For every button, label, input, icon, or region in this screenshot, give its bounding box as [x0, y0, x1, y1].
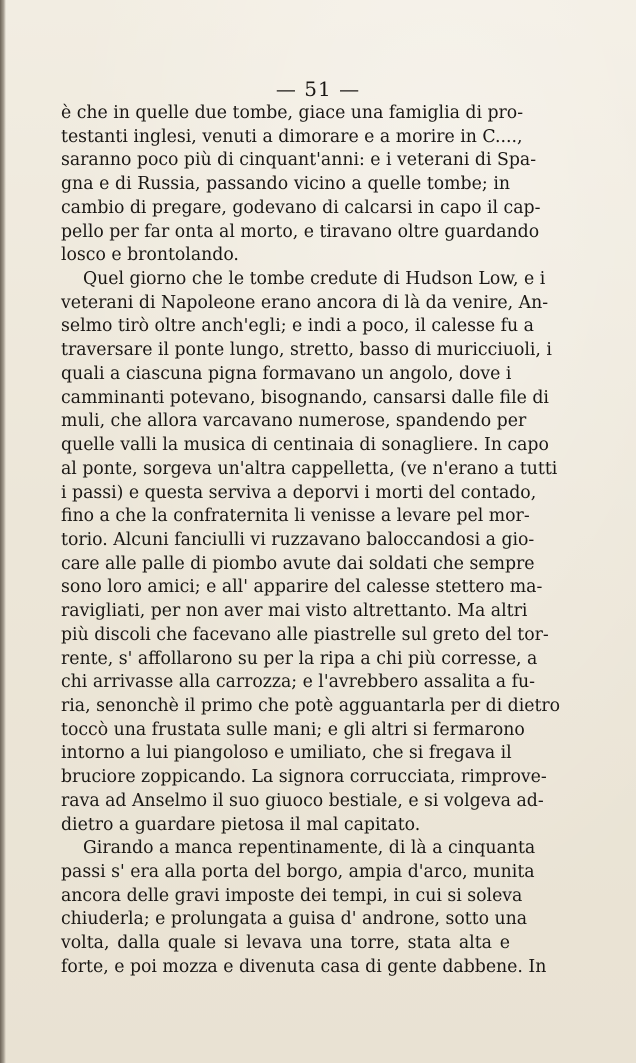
text-line: chiuderla; e prolungata a guisa d' androne, sotto una [61, 909, 528, 930]
text-line: camminanti potevano, bisognando, cansarsi dalle file di [61, 387, 549, 408]
text-line: losco e brontolando. [61, 245, 239, 266]
text-line: ancora delle gravi imposte dei tempi, in cui si soleva [61, 885, 523, 906]
text-line: Quel giorno che le tombe credute di Hudson Low, e i [83, 269, 546, 290]
text-line: Girando a manca repentinamente, di là a cinquanta [83, 838, 536, 859]
text-line: rava ad Anselmo il suo giuoco bestiale, e si volgeva ad- [61, 790, 544, 811]
text-line: al ponte, sorgeva un'altra cappelletta, (ve n'erano a tutti [61, 458, 558, 479]
text-line: chi arrivasse alla carrozza; e l'avrebbero assalita a fu- [61, 672, 535, 693]
text-line: veterani di Napoleone erano ancora di là da venire, An- [61, 292, 549, 313]
text-line: selmo tirò oltre anch'egli; e indi a poco, il calesse fu a [61, 316, 534, 337]
page-binding-edge [0, 0, 6, 1063]
text-line: i passi) e questa serviva a deporvi i morti del contado, [61, 482, 537, 503]
text-line: traversare il ponte lungo, stretto, basso di muricciuoli, i [61, 340, 552, 361]
text-line: ria, senonchè il primo che potè agguantarla per di dietro [61, 695, 561, 716]
text-line: cambio di pregare, godevano di calcarsi in capo il cap- [61, 197, 541, 218]
text-line: più discoli che facevano alle piastrelle sul greto del tor- [61, 624, 549, 645]
text-line: rente, s' affollarono su per la ripa a chi più corresse, a [61, 648, 538, 669]
text-line: toccò una frustata sulle mani; e gli altri si fermarono [61, 719, 525, 740]
text-line: forte, e poi mozza e divenuta casa di gente dabbene. In [61, 956, 547, 977]
text-line: saranno poco più di cinquant'anni: e i veterani di Spa- [61, 150, 537, 171]
page-number: — 51 — [275, 77, 361, 101]
text-line: muli, che allora varcavano numerose, spandendo per [61, 411, 527, 432]
text-line: passi s' era alla porta del borgo, ampia d'arco, munita [61, 862, 535, 882]
text-line: bruciore zoppicando. La signora corrucciata, rimprove- [61, 767, 547, 788]
text-line: fino a che la confraternita li venisse a levare pel mor- [61, 506, 530, 527]
text-line: è che in quelle due tombe, giace una famiglia di pro- [61, 103, 524, 123]
text-line: sono loro amici; e all' apparire del calesse stettero ma- [61, 577, 543, 598]
text-line: torio. Alcuni fanciulli vi ruzzavano baloccandosi a gio- [61, 529, 535, 550]
text-line: gna e di Russia, passando vicino a quelle tombe; in [61, 174, 510, 195]
text-line: pello per far onta al morto, e tiravano oltre guardando [61, 221, 540, 242]
text-line: testanti inglesi, venuti a dimorare e a morire in C...., [61, 126, 523, 147]
text-line: volta, dalla quale si levava una torre, stata alta e [61, 933, 510, 954]
text-line: ravigliati, per non aver mai visto altrettanto. Ma altri [61, 601, 528, 622]
text-line: dietro a guardare pietosa il mal capitato. [61, 814, 421, 835]
text-line: care alle palle di piombo avute dai soldati che sempre [61, 553, 535, 574]
body-text [61, 102, 561, 980]
text-line: quali a ciascuna pigna formavano un angolo, dove i [61, 363, 512, 384]
text-line: quelle valli la musica di centinaia di sonagliere. In capo [61, 435, 549, 456]
text-line: intorno a lui piangoloso e umiliato, che si fregava il [61, 743, 512, 764]
